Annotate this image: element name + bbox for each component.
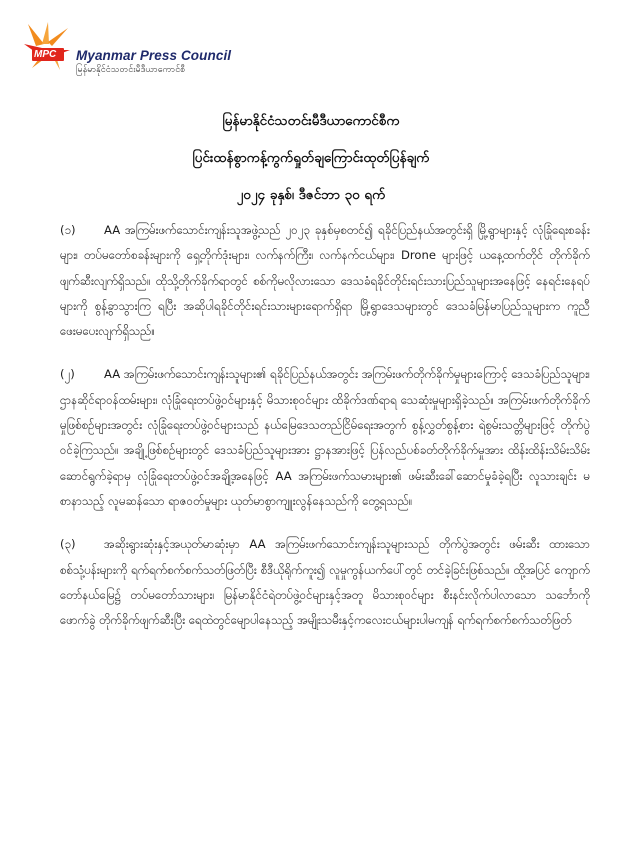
paragraph	[60, 532, 590, 633]
org-name-mm: မြန်မာနိုင်ငံသတင်းမီဒီယာကောင်စီ	[76, 65, 186, 75]
paragraph-text: အဆိုးရွားဆုံးနှင့်အယုတ်မာဆုံးမှာ AA အကြမ်းဖက်သောင်းကျန်းသူများသည် တိုက်ပွဲအတွင်း ဖမ်းဆီး ထားသော စစ်သုံ့ပန်းများကို ရက်ရက်စက်စက်သတ်ဖြတ်ပြီး စီဒီယိုရိုက်ကူး၍ လူမှုကွန်ယက်ပေါ်တွင် တင်ခဲ့ခြင်းဖြစ်သည်။ ထို့အပြင် ကျောက်တော်နယ်မြေ၌ တပ်မတော်သားများ၊ မြန်မာနိုင်ငံရဲတပ်ဖွဲ့ဝင်များနှင့်အတူ မိသားစုဝင်များ စီးနင်းလိုက်ပါလာသော သင်္ဘောကိုဖောက်ခွဲ တိုက်ခိုက်ဖျက်ဆီးပြီး ရေထဲတွင်မျောပါနေသည့် အမျိုးသမီးနှင့်ကလေးငယ်များပါမကျန် ရက်ရက်စက်စက်သတ်ဖြတ်	[60, 537, 590, 628]
paragraph-text: AA အကြမ်းဖက်သောင်းကျန်းသူများ၏ ရခိုင်ပြည်နယ်အတွင်း အကြမ်းဖက်တိုက်ခိုက်မှုများကြောင့် ဒေသခံပြည်သူများ၊ ဌာနဆိုင်ရာဝန်ထမ်းများ၊ လုံခြုံရေးတပ်ဖွဲ့ဝင်များနှင့် မိသားစုဝင်များ ထိခိုက်ဒဏ်ရာရ သေဆုံးမှုများရှိခဲ့သည်။ အကြမ်းဖက်တိုက်ခိုက်မှုဖြစ်စဉ်များအတွင်း လုံခြုံရေးတပ်ဖွဲ့ဝင်များသည် နယ်မြေဒေသတည်ငြိမ်ရေးအတွက် စွန့်လွှတ်စွန့်စား ရဲစွမ်းသတ္တိများဖြင့် တိုက်ပွဲဝင်ခဲ့ကြသည်။ အချို့ဖြစ်စဉ်များတွင် ဒေသခံပြည်သူများအား ဋ္ဌာနအားဖြင့် ပြန်လည်ပစ်ခတ်တိုက်ခိုက်မှုအား ထိန်းထိန်းသိမ်းသိမ်းဆောင်ရွက်ခဲ့ရာမှ လုံခြုံရေးတပ်ဖွဲ့ဝင်အချို့အနေဖြင့် AA အကြမ်းဖက်သမားများ၏ ဖမ်းဆီးခေါ်ဆောင်မှုခံခဲ့ရပြီး လူသားချင်း မစာနာသည့် လူမဆန်သော ရာဇဝတ်မှုများ ယုတ်မာစွာကျူးလွန်နေသည်ကို တွေ့ရသည်။	[60, 367, 590, 508]
document-body	[60, 218, 590, 651]
paragraph-number: (၁)	[60, 223, 76, 237]
paragraph-number: (၃)	[60, 537, 76, 552]
org-name: Myanmar Press Council	[76, 48, 232, 63]
paragraph	[60, 218, 590, 344]
mpc-logo	[22, 22, 72, 72]
date-line: ၂၀၂၄ ခုနှစ်၊ ဒီဇင်ဘာ ၃၀ ရက်	[236, 187, 386, 203]
paragraph-number: (၂)	[60, 367, 75, 382]
title-line-2: ပြင်းထန်စွာကန့်ကွက်ရှုတ်ချကြောင်းထုတ်ပြန်ချက်	[192, 150, 430, 166]
paragraph	[60, 362, 590, 514]
header	[22, 22, 231, 77]
logo-text: MPC	[34, 49, 57, 60]
paragraph-text: AA အကြမ်းဖက်သောင်းကျန်းသူအဖွဲ့သည် ၂၀၂၃ ခုနှစ်မှစတင်၍ ရခိုင်ပြည်နယ်အတွင်းရှိ မြို့ရွာများနှင့် လုံခြုံရေးစခန်းများ၊ တပ်မတော်စခန်းများကို ရှေ့တိုက်ဒုံးများ၊ လက်နက်ကြီး၊ လက်နက်ငယ်များ၊ Drone များဖြင့် ယနေ့ထက်တိုင် တိုက်ခိုက်ဖျက်ဆီးလျက်ရှိသည်။ ထိုသို့တိုက်ခိုက်ရာတွင် စစ်ကိုမလိုလားသော ဒေသခံရခိုင်တိုင်းရင်းသားပြည်သူများအနေဖြင့် နေရင်းနေရပ်များကို စွန့်ခွာသွားကြ ရပြီး အဆိုပါရခိုင်တိုင်းရင်းသားများရောက်ရှိရာ မြို့ရွာဒေသများတွင် ဒေသခံမြန်မာပြည်သူများက ကူညီဖေးမပေးလျက်ရှိသည်။	[60, 223, 590, 339]
logo-burst-icon	[22, 22, 72, 72]
title-line-1: မြန်မာနိုင်ငံသတင်းမီဒီယာကောင်စီက	[222, 113, 400, 129]
document-titles	[0, 103, 622, 214]
